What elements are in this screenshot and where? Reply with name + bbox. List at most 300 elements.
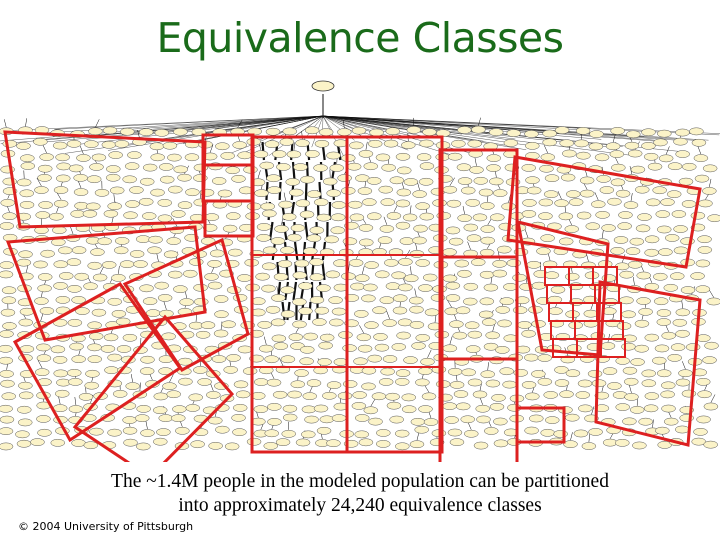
tree-node xyxy=(398,258,412,265)
tree-node xyxy=(545,175,559,182)
tree-node xyxy=(422,128,436,135)
tree-node xyxy=(20,155,34,162)
tree-node xyxy=(525,177,539,184)
tree-node xyxy=(349,142,363,149)
tree-node xyxy=(355,274,369,281)
tree-edge xyxy=(417,182,419,190)
tree-node xyxy=(446,227,460,234)
tree-node xyxy=(280,138,294,145)
tree-node xyxy=(361,383,375,390)
tree-node xyxy=(304,333,318,340)
tree-edge xyxy=(613,134,615,142)
tree-node xyxy=(17,440,31,447)
tree-node xyxy=(481,225,495,232)
tree-node xyxy=(35,369,49,376)
tree-node xyxy=(480,202,494,209)
tree-node xyxy=(283,405,297,412)
tree-node xyxy=(56,154,70,161)
tree-node xyxy=(397,189,411,196)
tree-node xyxy=(682,163,696,170)
tree-node xyxy=(416,259,430,266)
tree-node xyxy=(172,406,186,413)
tree-node xyxy=(358,187,372,194)
tree-node xyxy=(104,210,118,217)
tree-node xyxy=(261,203,275,210)
tree-node xyxy=(92,309,106,316)
tree-edge xyxy=(258,170,260,178)
tree-node xyxy=(171,415,185,422)
tree-node xyxy=(375,344,389,351)
tree-node xyxy=(327,152,341,159)
tree-node xyxy=(398,284,412,291)
tree-node xyxy=(134,260,148,267)
tree-node xyxy=(310,258,324,265)
tree-node xyxy=(72,439,86,446)
tree-node xyxy=(642,380,656,387)
tree-node xyxy=(404,178,418,185)
tree-node xyxy=(380,297,394,304)
tree-node xyxy=(522,210,536,217)
tree-node xyxy=(555,379,569,386)
tree-node xyxy=(644,405,658,412)
tree-node xyxy=(156,429,170,436)
tree-node xyxy=(173,128,187,135)
tree-node xyxy=(464,283,478,290)
tree-node xyxy=(210,250,224,257)
tree-node xyxy=(665,234,679,241)
tree-node xyxy=(667,191,681,198)
tree-edge xyxy=(70,226,73,234)
tree-node xyxy=(264,442,278,449)
tree-node xyxy=(262,285,276,292)
tree-node xyxy=(349,259,363,266)
tree-node xyxy=(69,165,83,172)
tree-node xyxy=(597,175,611,182)
tree-node xyxy=(293,321,307,328)
tree-node xyxy=(57,163,71,170)
tree-node xyxy=(500,368,514,375)
tree-node xyxy=(646,199,660,206)
tree-edge xyxy=(284,193,286,201)
tree-node xyxy=(657,226,671,233)
tree-node xyxy=(500,298,514,305)
tree-node xyxy=(365,261,379,268)
tree-node xyxy=(370,129,384,136)
tree-node xyxy=(34,261,48,268)
tree-node xyxy=(645,334,659,341)
tree-edge xyxy=(25,118,26,126)
tree-node xyxy=(657,130,671,137)
tree-node xyxy=(522,381,536,388)
tree-node xyxy=(390,177,404,184)
tree-node xyxy=(448,429,462,436)
tree-node xyxy=(367,213,381,220)
tree-node xyxy=(74,174,88,181)
tree-node xyxy=(359,224,373,231)
tree-node xyxy=(310,227,324,234)
tree-node xyxy=(462,369,476,376)
tree-node xyxy=(479,189,493,196)
tree-node xyxy=(623,367,637,374)
caption-line-1: The ~1.4M people in the modeled population can be partitioned xyxy=(111,471,609,492)
tree-node xyxy=(206,391,220,398)
tree-node xyxy=(180,299,194,306)
tree-node xyxy=(37,355,51,362)
tree-node xyxy=(455,260,469,267)
tree-node xyxy=(237,274,251,281)
tree-node xyxy=(644,153,658,160)
tree-node xyxy=(333,260,347,267)
tree-node xyxy=(38,273,52,280)
tree-node xyxy=(655,345,669,352)
tree-node xyxy=(420,162,434,169)
tree-node xyxy=(84,141,98,148)
tree-node xyxy=(298,282,312,289)
tree-node xyxy=(84,283,98,290)
tree-node xyxy=(596,211,610,218)
tree-node xyxy=(525,427,539,434)
tree-node xyxy=(413,190,427,197)
tree-node xyxy=(645,236,659,243)
tree-node xyxy=(353,358,367,365)
tree-node xyxy=(383,355,397,362)
tree-node xyxy=(317,427,331,434)
tree-node xyxy=(386,283,400,290)
tree-node xyxy=(670,273,684,280)
tree-node xyxy=(300,346,314,353)
tree-node xyxy=(194,298,208,305)
tree-node xyxy=(486,164,500,171)
tree-node xyxy=(493,260,507,267)
tree-node xyxy=(674,247,688,254)
tree-node xyxy=(222,321,236,328)
tree-node xyxy=(271,237,285,244)
tree-node xyxy=(86,203,100,210)
tree-node xyxy=(490,214,504,221)
tree-node xyxy=(108,298,122,305)
tree-node xyxy=(691,212,705,219)
tree-node xyxy=(58,247,72,254)
tree-node xyxy=(694,155,708,162)
tree-node xyxy=(226,212,240,219)
tree-node xyxy=(300,211,314,218)
root-node xyxy=(312,81,334,91)
tree-node xyxy=(411,418,425,425)
tree-node xyxy=(468,379,482,386)
tree-node xyxy=(414,225,428,232)
tree-edge xyxy=(653,419,654,427)
tree-node xyxy=(362,199,376,206)
tree-node xyxy=(54,186,68,193)
tree-node xyxy=(162,383,176,390)
tree-node xyxy=(331,227,345,234)
tree-node xyxy=(303,248,317,255)
tree-node xyxy=(327,382,341,389)
tree-node xyxy=(20,190,34,197)
tree-node xyxy=(645,392,659,399)
tree-edge xyxy=(633,277,634,285)
tree-node xyxy=(493,189,507,196)
tree-node xyxy=(262,263,276,270)
tree-node xyxy=(326,440,340,447)
tree-node xyxy=(287,234,301,241)
tree-node xyxy=(661,391,675,398)
tree-node xyxy=(551,286,565,293)
tree-node xyxy=(149,236,163,243)
tree-node xyxy=(232,414,246,421)
tree-node xyxy=(448,153,462,160)
tree-node xyxy=(198,378,212,385)
tree-node xyxy=(212,355,226,362)
tree-node xyxy=(614,236,628,243)
tree-node xyxy=(135,415,149,422)
tree-node xyxy=(379,186,393,193)
tree-node xyxy=(625,142,639,149)
tree-node xyxy=(89,428,103,435)
tree-node xyxy=(471,259,485,266)
tree-node xyxy=(678,370,692,377)
tree-node xyxy=(424,418,438,425)
tree-node xyxy=(543,139,557,146)
tree-node xyxy=(539,199,553,206)
tree-node xyxy=(545,272,559,279)
tree-node xyxy=(88,128,102,135)
tree-node xyxy=(569,199,583,206)
tree-node xyxy=(34,186,48,193)
tree-node xyxy=(53,282,67,289)
tree-node xyxy=(560,391,574,398)
copyright-notice: © 2004 University of Pittsburgh xyxy=(18,520,194,533)
tree-node xyxy=(343,345,357,352)
tree-node xyxy=(279,201,293,208)
tree-node xyxy=(704,403,718,410)
tree-node xyxy=(611,179,625,186)
tree-node xyxy=(375,271,389,278)
tree-node xyxy=(592,380,606,387)
tree-node xyxy=(454,390,468,397)
tree-edge xyxy=(475,158,476,166)
tree-node xyxy=(0,370,14,377)
tree-node xyxy=(397,167,411,174)
tree-node xyxy=(338,392,352,399)
tree-node xyxy=(0,405,13,412)
tree-node xyxy=(140,368,154,375)
tree-node xyxy=(33,138,47,145)
tree-node xyxy=(675,129,689,136)
tree-node xyxy=(679,178,693,185)
tree-node xyxy=(707,298,720,305)
tree-node xyxy=(92,154,106,161)
tree-node xyxy=(300,176,314,183)
tree-edge xyxy=(4,119,6,127)
tree-node xyxy=(364,322,378,329)
tree-node xyxy=(538,354,552,361)
tree-node xyxy=(3,213,17,220)
tree-edge xyxy=(43,145,47,153)
tree-node xyxy=(293,163,307,170)
tree-node xyxy=(123,176,137,183)
tree-node xyxy=(319,129,333,136)
tree-node xyxy=(51,439,65,446)
tree-node xyxy=(541,429,555,436)
tree-node xyxy=(208,417,222,424)
tree-node xyxy=(469,166,483,173)
tree-edge xyxy=(362,266,364,274)
tree-node xyxy=(461,416,475,423)
tree-node xyxy=(300,358,314,365)
tree-node xyxy=(258,321,272,328)
tree-edge xyxy=(146,421,148,429)
tree-node xyxy=(445,416,459,423)
tree-node xyxy=(538,213,552,220)
tree-node xyxy=(295,369,309,376)
tree-node xyxy=(155,129,169,136)
tree-node xyxy=(289,189,303,196)
tree-node xyxy=(456,403,470,410)
tree-node xyxy=(301,431,315,438)
tree-node xyxy=(446,282,460,289)
tree-node xyxy=(67,285,81,292)
tree-node xyxy=(379,378,393,385)
tree-node xyxy=(352,127,366,134)
tree-node xyxy=(471,126,485,133)
tree-node xyxy=(296,439,310,446)
tree-node xyxy=(449,238,463,245)
tree-node xyxy=(193,366,207,373)
tree-node xyxy=(655,427,669,434)
tree-node xyxy=(364,163,378,170)
tree-node xyxy=(164,251,178,258)
tree-node xyxy=(295,140,309,147)
tree-node xyxy=(415,379,429,386)
tree-node xyxy=(582,442,596,449)
tree-node xyxy=(201,322,215,329)
tree-node xyxy=(384,140,398,147)
tree-node xyxy=(280,247,294,254)
tree-node xyxy=(621,343,635,350)
tree-node xyxy=(381,368,395,375)
tree-node xyxy=(696,378,710,385)
tree-node xyxy=(0,428,13,435)
tree-node xyxy=(108,203,122,210)
tree-node xyxy=(305,127,319,134)
tree-node xyxy=(653,187,667,194)
tree-node xyxy=(490,403,504,410)
tree-node xyxy=(443,249,457,256)
tree-node xyxy=(636,225,650,232)
tree-node xyxy=(566,370,580,377)
tree-node xyxy=(2,322,16,329)
tree-node xyxy=(419,178,433,185)
tree-node xyxy=(525,142,539,149)
tree-node xyxy=(168,186,182,193)
tree-node xyxy=(368,140,382,147)
tree-node xyxy=(664,418,678,425)
tree-node xyxy=(565,414,579,421)
tree-node xyxy=(88,262,102,269)
tree-node xyxy=(560,140,574,147)
tree-node xyxy=(254,378,268,385)
tree-node xyxy=(38,285,52,292)
tree-node xyxy=(461,187,475,194)
tree-node xyxy=(419,405,433,412)
tree-node xyxy=(580,177,594,184)
tree-node xyxy=(698,200,712,207)
tree-node xyxy=(595,154,609,161)
tree-node xyxy=(484,427,498,434)
tree-node xyxy=(607,198,621,205)
tree-node xyxy=(274,273,288,280)
tree-node xyxy=(527,187,541,194)
tree-node xyxy=(89,163,103,170)
tree-node xyxy=(221,152,235,159)
tree-node xyxy=(386,128,400,135)
tree-node xyxy=(307,379,321,386)
tree-node xyxy=(299,307,313,314)
tree-node xyxy=(296,200,310,207)
tree-node xyxy=(67,140,81,147)
tree-node xyxy=(395,443,409,450)
tree-edge xyxy=(602,230,603,238)
tree-node xyxy=(410,250,424,257)
tree-node xyxy=(139,198,153,205)
tree-node xyxy=(653,139,667,146)
tree-node xyxy=(303,393,317,400)
tree-node xyxy=(589,428,603,435)
tree-node xyxy=(482,319,496,326)
tree-node xyxy=(615,439,629,446)
tree-node xyxy=(312,318,326,325)
tree-edge xyxy=(709,179,711,187)
tree-node xyxy=(85,382,99,389)
tree-edge xyxy=(488,362,489,370)
tree-node xyxy=(162,333,176,340)
tree-node xyxy=(580,190,594,197)
tree-node xyxy=(626,131,640,138)
tree-node xyxy=(214,295,228,302)
tree-node xyxy=(343,380,357,387)
tree-node xyxy=(559,238,573,245)
tree-node xyxy=(243,367,257,374)
tree-edge xyxy=(41,313,43,321)
tree-node xyxy=(702,187,716,194)
tree-node xyxy=(698,391,712,398)
tree-node xyxy=(238,152,252,159)
tree-node xyxy=(574,430,588,437)
tree-node xyxy=(123,334,137,341)
tree-node xyxy=(291,381,305,388)
tree-node xyxy=(256,273,270,280)
tree-node xyxy=(373,333,387,340)
tree-node xyxy=(72,247,86,254)
tree-node xyxy=(337,128,351,135)
tree-node xyxy=(53,405,67,412)
tree-node xyxy=(676,379,690,386)
tree-node xyxy=(125,163,139,170)
tree-node xyxy=(415,426,429,433)
tree-node xyxy=(102,141,116,148)
tree-node xyxy=(393,307,407,314)
tree-node xyxy=(617,322,631,329)
tree-node xyxy=(204,273,218,280)
tree-node xyxy=(696,286,710,293)
tree-node xyxy=(271,294,285,301)
tree-node xyxy=(338,331,352,338)
tree-edge xyxy=(525,230,528,238)
tree-node xyxy=(289,333,303,340)
tree-node xyxy=(272,150,286,157)
tree-node xyxy=(307,235,321,242)
